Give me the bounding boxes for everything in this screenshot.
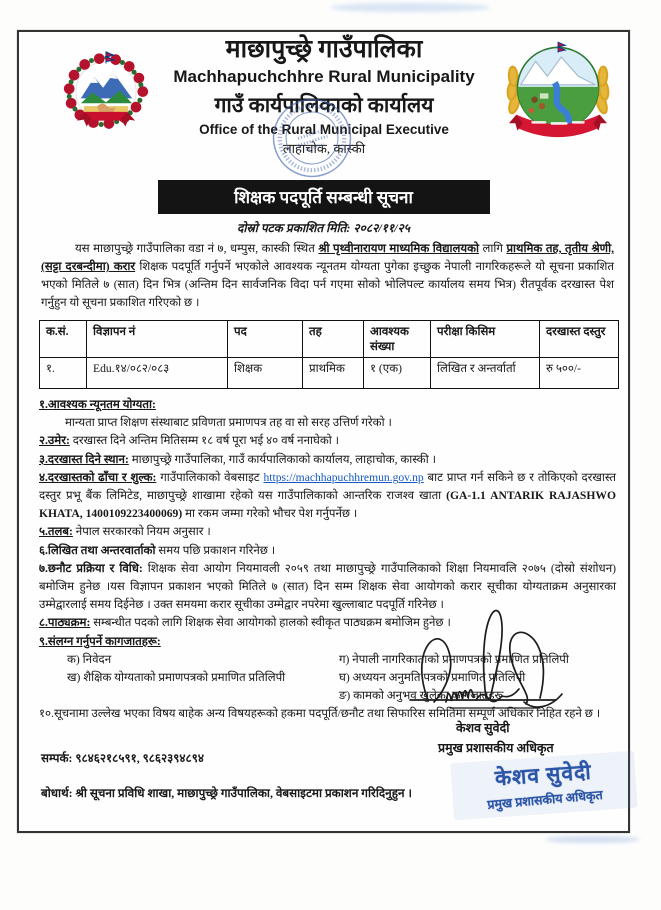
cell-exam-type: लिखित र अन्तर्वार्ता xyxy=(431,358,540,389)
col-post: पद xyxy=(228,321,303,358)
item-2-body: दरखास्त दिने अन्तिम मितिसम्म १८ वर्ष पूरा भई ४० वर्ष ननाघेको । xyxy=(69,434,340,448)
table-row xyxy=(40,358,619,389)
cell-serial: १. xyxy=(40,358,87,389)
documents-column-left xyxy=(39,651,339,704)
item-7-heading: ७.छनौट प्रक्रिया र विधि: xyxy=(39,562,143,576)
vacancy-table xyxy=(39,320,619,389)
col-fee: दरखास्त दस्तुर xyxy=(540,321,619,358)
intro-text-3: शिक्षक पदपूर्ति गर्नुपर्ने भएकोले आवश्यक न्यूनतम योग्यता पुगेका इच्छुक नेपाली नागरिकहरूले यो सूचना प्रकाशित भएको मितिले ७ (सात) दिन भित्र (अन्तिम दिन सार्वजनिक विदा पर्न गएमा सोको भोलिपल्ट कार्यालय समय भित्र) रीतपूर्वक दरखास्त पेश गर्नुहुन यो सूचना प्रकाशित गरिएको छ । xyxy=(41,260,614,309)
municipality-emblem-icon xyxy=(499,40,617,152)
cell-post: शिक्षक xyxy=(228,358,303,389)
conditions-list xyxy=(39,396,616,723)
office-name-nepali: गाउँ कार्यपालिकाको कार्यालय xyxy=(214,92,434,117)
cc-note: बोधार्थ: श्री सूचना प्रविधि शाखा, माछापुच्छ्रे गाउँपालिका, वेबसाइटमा प्रकाशन गरिदिनुहुन । xyxy=(41,785,412,800)
item-6-body: समय पछि प्रकाशन गरिनेछ । xyxy=(155,543,276,557)
item-4-body-b: बाट प्राप्त गर्न सकिने छ र तोकिएको दरखास्त दस्तुर प्रभू बैंक लिमिटेड, माछापुच्छ्रे शाखामा रहेको यस गाउँपालिकाको आन्तरिक राजश्व खाता xyxy=(39,471,616,502)
signatory-name: केशव सुवेदी xyxy=(456,721,510,735)
table-header-row xyxy=(40,321,619,358)
municipality-name-nepali: माछापुच्छ्रे गाउँपालिका xyxy=(225,36,423,63)
doc-e: ङ) कामको अनुभव खुलेका कागजातहरू xyxy=(339,688,504,702)
bank-account-number: (GA-1.1 ANTARIK RAJASHWO KHATA, 1400109223400069) xyxy=(39,488,616,520)
notice-title-banner: शिक्षक पदपूर्ति सम्बन्धी सूचना xyxy=(158,180,490,214)
item-1-heading: १.आवश्यक न्यूनतम योग्यता: xyxy=(39,398,156,411)
intro-text-2: लागि xyxy=(479,242,507,255)
item-8-curriculum xyxy=(39,614,616,632)
item-10-authority: १०.सूचनामा उल्लेख भएका विषय बाहेक अन्य विषयहरूको हकमा पदपूर्ति/छनौट तथा सिफारिस समितिमा सम्पूर्ण अधिकार निहित रहने छ । xyxy=(39,707,601,721)
item-3-body: माछापुच्छ्रे गाउँपालिका, गाउँ कार्यपालिकाको कार्यालय, लाहाचोक, कास्की । xyxy=(128,452,436,466)
item-2-age xyxy=(39,432,616,450)
col-serial: क.सं. xyxy=(40,321,87,358)
item-5-salary xyxy=(39,523,616,541)
item-6-exam-schedule xyxy=(39,542,616,560)
letterhead-titles xyxy=(149,36,499,157)
item-1-qualification xyxy=(39,396,616,431)
item-4-body-a: गाउँपालिकाको वेबसाइट xyxy=(156,471,264,485)
item-8-heading: ८.पाठ्यक्रम: xyxy=(39,616,91,630)
item-7-selection-process xyxy=(39,560,616,613)
doc-a: क) निवेदन xyxy=(67,653,112,667)
cell-required-number: १ (एक) xyxy=(364,358,431,389)
doc-b: ख) शैक्षिक योग्यताको प्रमाणपत्रको प्रमाणित प्रतिलिपी xyxy=(67,670,286,684)
col-advert-no: विज्ञापन नं xyxy=(87,321,228,358)
item-4-form-and-fee xyxy=(39,469,616,522)
letterhead xyxy=(19,32,628,178)
documents-columns xyxy=(39,651,616,704)
post-type: प्राथमिक तह, तृतीय श्रेणी, (सट्टा दरबन्दीमा) करार xyxy=(41,242,614,273)
item-6-heading: ६.लिखित तथा अन्तरवार्ताको xyxy=(39,543,156,557)
contact-numbers: सम्पर्क: ९८४६२१८५९१, ९८६२३९४८९४ xyxy=(41,750,204,765)
school-name: श्री पृथ्वीनारायण माध्यमिक विद्यालयको xyxy=(318,242,480,255)
scan-smudge-top xyxy=(330,3,490,12)
municipality-name-english: Machhapuchchhre Rural Municipality xyxy=(173,66,475,86)
item-9-documents xyxy=(39,633,616,704)
col-level: तह xyxy=(303,321,364,358)
stamp-title-text: प्रमुख प्रशासकीय अधिकृत xyxy=(486,787,604,812)
intro-text-1: यस माछापुच्छ्रे गाउँपालिका वडा नं ७, धम्पुस, कास्की स्थित xyxy=(75,242,319,255)
signatory-title: प्रमुख प्रशासकीय अधिकृत xyxy=(438,741,554,755)
website-link[interactable]: https://machhapuchhremun.gov.np xyxy=(263,471,424,485)
scan-smudge-bottom xyxy=(545,836,640,843)
item-7-body: शिक्षक सेवा आयोग नियमावली २०५९ तथा माछापुच्छ्रे गाउँपालिकाको शिक्षा नियमावलि २०७५ (दोस्रो संशोधन) बमोजिम हुनेछ ।यस विज्ञापन प्रकाशन भएको मितिले ७ (सात) दिन सम्म शिक्षक सेवा आयोगको करार सूचीका योग्यताक्रम अनुसारका उम्मेद्वारलाई समय दिईनेछ । उक्त समयमा करार सूचीका उम्मेद्वार नपरेमा खुल्लाबाट पदपूर्ति गरिनेछ । xyxy=(39,562,616,611)
item-2-heading: २.उमेर: xyxy=(39,434,70,448)
item-4-body-c: मा रकम जम्मा गरेको भौचर पेश गर्नुपर्नेछ । xyxy=(182,506,358,520)
nepal-government-emblem-icon xyxy=(57,48,155,140)
item-4-heading: ४.दरखास्तको ढाँचा र शुल्क: xyxy=(39,471,157,485)
office-address: लाहाचोक, कास्की xyxy=(282,140,366,156)
cell-level: प्राथमिक xyxy=(303,358,364,389)
item-9-heading: ९.संलग्न गर्नुपर्ने कागजातहरू: xyxy=(39,634,161,648)
cell-advert-no: Edu.१४/०८२/०८३ xyxy=(87,358,228,389)
doc-c: ग) नेपाली नागरिकाताको प्रमाणपत्रको प्रमाणित प्रतिलिपी xyxy=(339,653,569,667)
stamp-name-text: केशव सुवेदी xyxy=(494,759,593,791)
item-3-heading: ३.दरखास्त दिने स्थान: xyxy=(39,452,129,466)
office-name-english: Office of the Rural Municipal Executive xyxy=(199,121,449,137)
item-5-body: नेपाल सरकारको नियम अनुसार । xyxy=(72,525,211,539)
documents-column-right xyxy=(339,651,616,704)
item-8-body: सम्बन्धीत पदको लागि शिक्षक सेवा आयोगको हालको स्वीकृत पाठ्यक्रम बमोजिम हुनेछ । xyxy=(90,616,451,630)
doc-d: घ) अध्ययन अनुमति पत्रको प्रमाणित प्रतिलिपी xyxy=(339,670,526,684)
cell-fee: रु ५००/- xyxy=(540,358,619,389)
document-page xyxy=(17,30,630,833)
item-5-heading: ५.तलब: xyxy=(39,525,73,539)
intro-paragraph xyxy=(41,240,614,312)
col-exam-type: परीक्षा किसिम xyxy=(431,321,540,358)
item-3-application-place xyxy=(39,451,616,469)
publication-date: दोस्रो पटक प्रकाशित मिति: २०८२/११/२५ xyxy=(237,221,410,235)
item-1-body: मान्यता प्राप्त शिक्षण संस्थाबाट प्रविणता प्रमाणपत्र तह वा सो सरह उत्तिर्ण गरेको । xyxy=(65,415,392,429)
col-required-number: आवश्यक संख्या xyxy=(364,321,431,358)
